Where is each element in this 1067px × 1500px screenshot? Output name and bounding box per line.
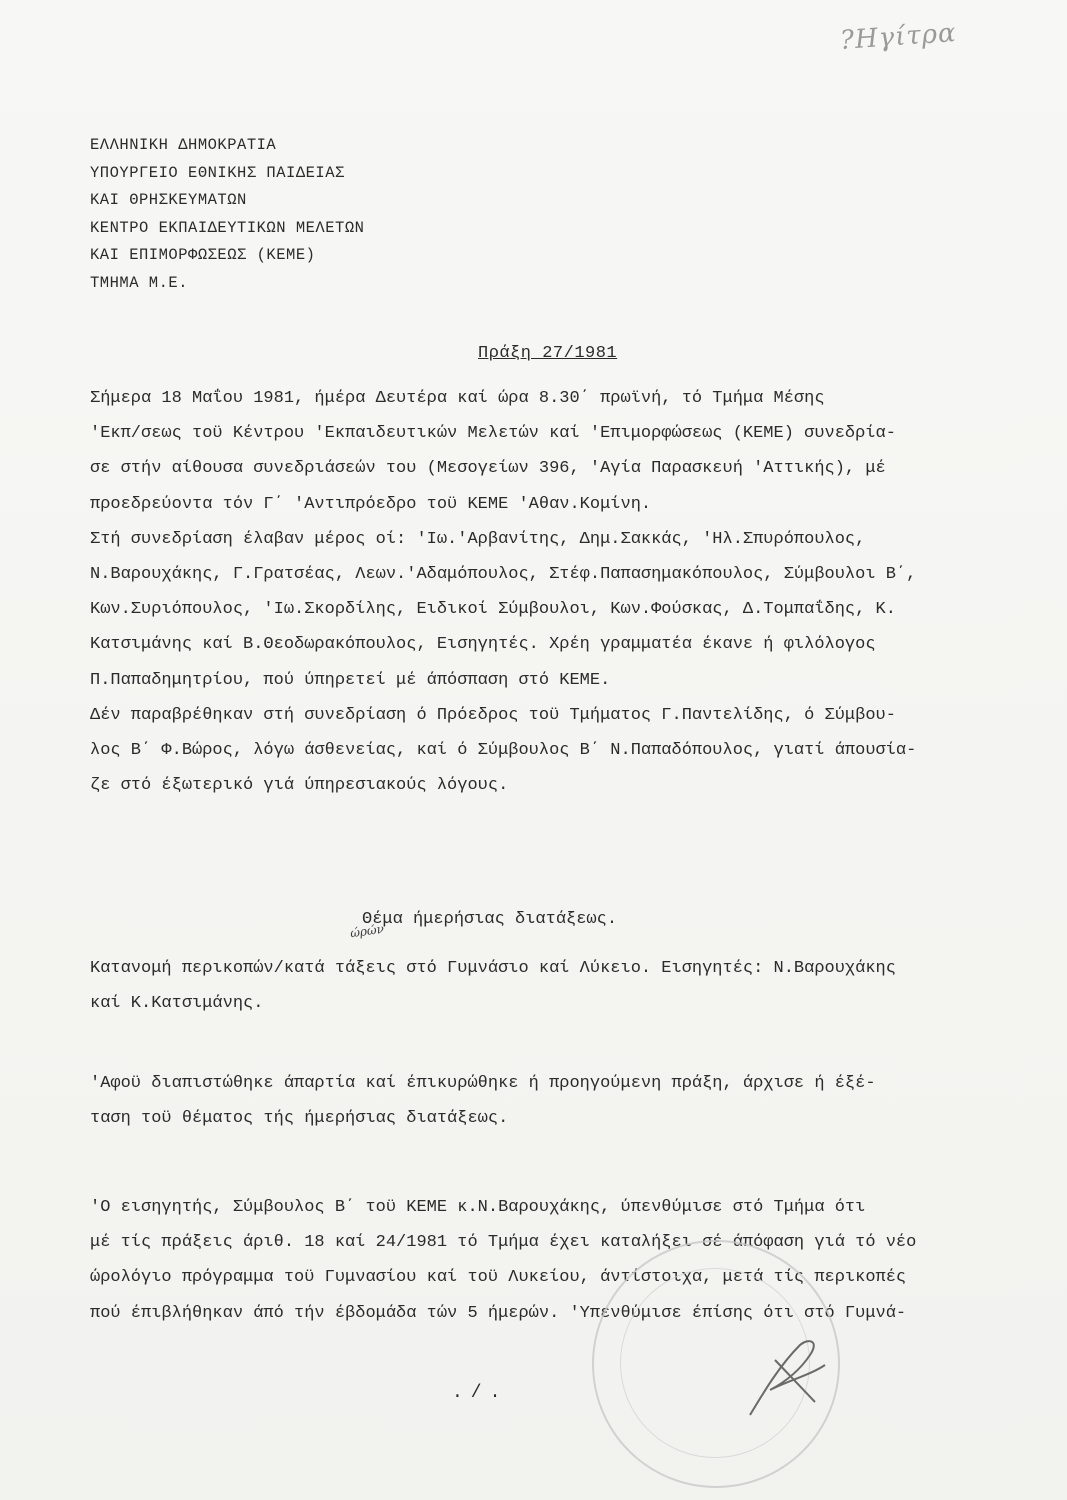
text-line: προεδρεύοντα τόν Γ΄ 'Αντιπρόεδρο τοϋ ΚΕΜΕ 'Αθαν.Κομίνη. [90, 494, 652, 514]
letterhead-line: ΥΠΟΥΡΓΕΙΟ ΕΘΝΙΚΗΣ ΠΑΙΔΕΙΑΣ [90, 163, 345, 182]
agenda-text [90, 951, 1035, 1021]
text-line: 'Αφοϋ διαπιστώθηκε άπαρτία καί έπικυρώθηκε ή προηγούμενη πράξη, άρχισε ή έξέ- [90, 1074, 876, 1093]
handwritten-corner-note: ?Ηγίτρα [839, 17, 958, 57]
paragraph-attendance [90, 381, 1035, 803]
text-line: Ν.Βαρουχάκης, Γ.Γρατσέας, Λεων.'Αδαμόπουλος, Στέφ.Παπασημακόπουλος, Σύμβουλοι Β΄, [90, 565, 917, 585]
text-line: ώρολόγιο πρόγραμμα τοϋ Γυμνασίου καί τοϋ Λυκείου, άντίστοιχα, μετά τίς περικοπές [90, 1268, 907, 1288]
paragraph-quorum [90, 1066, 1035, 1136]
letterhead-line: ΚΑΙ ΕΠΙΜΟΡΦΩΣΕΩΣ (ΚΕΜΕ) [90, 246, 316, 264]
text-line: Κων.Συριόπουλος, 'Ιω.Σκορδίλης, Ειδικοί Σύμβουλοι, Κων.Φούσκας, Δ.Τομπαΐδης, Κ. [90, 600, 896, 620]
handwritten-insertion: ώρών [349, 921, 385, 941]
document-title: Πράξη 27/1981 [478, 344, 618, 363]
paragraph-rapporteur [90, 1190, 1035, 1331]
agenda-heading: Θέμα ήμερήσιας διατάξεως. [362, 910, 618, 929]
text-line: Κατανομή περικοπών/κατά τάξεις στό Γυμνάσιο καί Λύκειο. Εισηγητές: Ν.Βαρουχάκης [90, 959, 896, 978]
text-line: Κατσιμάνης καί Β.Θεοδωρακόπουλος, Εισηγητές. Χρέη γραμματέα έκανε ή φιλόλογος [90, 635, 876, 655]
letterhead-line: ΚΑΙ ΘΡΗΣΚΕΥΜΑΤΩΝ [90, 191, 247, 209]
text-line: ζε στό έξωτερικό γιά ύπηρεσιακούς λόγους. [90, 776, 509, 796]
text-line: μέ τίς πράξεις άριθ. 18 καί 24/1981 τό Τμήμα έχει καταλήξει σέ άπόφαση γιά τό νέο [90, 1233, 917, 1253]
text-line: Στή συνεδρίαση έλαβαν μέρος οί: 'Ιω.'Αρβανίτης, Δημ.Σακκάς, 'Ηλ.Σπυρόπουλος, [90, 529, 866, 549]
handwritten-signature [730, 1320, 840, 1430]
text-line: Δέν παραβρέθηκαν στή συνεδρίαση ό Πρόεδρος τοϋ Τμήματος Γ.Παντελίδης, ό Σύμβου- [90, 705, 896, 725]
text-line: πού έπιβλήθηκαν άπό τήν έβδομάδα τών 5 ήμερών. 'Υπενθύμισε έπίσης ότι στό Γυμνά- [90, 1303, 907, 1323]
page-continuation-mark: ./. [452, 1383, 509, 1403]
text-line: ταση τοϋ θέματος τής ήμερήσιας διατάξεως. [90, 1109, 509, 1129]
text-line: σε στήν αίθουσα συνεδριάσεών του (Μεσογείων 396, 'Αγία Παρασκευή 'Αττικής), μέ [90, 459, 886, 479]
letterhead-line: ΤΜΗΜΑ Μ.Ε. [90, 273, 189, 292]
letterhead [90, 132, 364, 297]
text-line: 'Εκπ/σεως τοϋ Κέντρου 'Εκπαιδευτικών Μελετών καί 'Επιμορφώσεως (ΚΕΜΕ) συνεδρία- [90, 424, 896, 444]
text-line: 'Ο εισηγητής, Σύμβουλος Β΄ τοϋ ΚΕΜΕ κ.Ν.Βαρουχάκης, ύπενθύμισε στό Τμήμα ότι [90, 1198, 866, 1217]
text-line: καί Κ.Κατσιμάνης. [90, 994, 264, 1014]
text-line: Π.Παπαδημητρίου, πού ύπηρετεί μέ άπόσπαση στό ΚΕΜΕ. [90, 670, 611, 690]
text-line: λος Β΄ Φ.Βώρος, λόγω άσθενείας, καί ό Σύμβουλος Β΄ Ν.Παπαδόπουλος, γιατί άπουσία- [90, 741, 917, 761]
text-line: Σήμερα 18 Μαΐου 1981, ήμέρα Δευτέρα καί ώρα 8.30΄ πρωϊνή, τό Τμήμα Μέσης [90, 389, 825, 408]
letterhead-line: ΚΕΝΤΡΟ ΕΚΠΑΙΔΕΥΤΙΚΩΝ ΜΕΛΕΤΩΝ [90, 218, 365, 237]
letterhead-line: ΕΛΛΗΝΙΚΗ ΔΗΜΟΚΡΑΤΙΑ [90, 136, 277, 154]
